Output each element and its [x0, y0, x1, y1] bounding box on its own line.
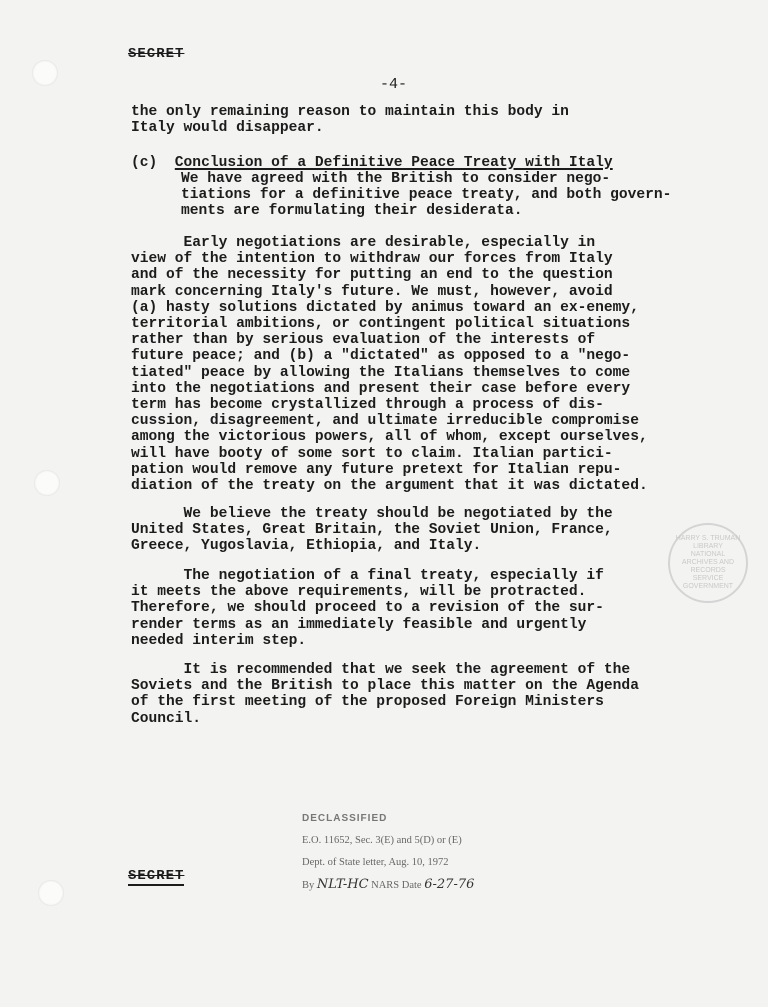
declassified-title: DECLASSIFIED [302, 813, 388, 824]
classification-bottom: SECRET [128, 868, 185, 884]
reviewer-signature: NLT-HC [316, 877, 369, 892]
declassification-date: 6-27-76 [424, 877, 475, 892]
archives-seal-stamp: HARRY S. TRUMAN LIBRARY NATIONAL ARCHIVES AND RECORDS SERVICE GOVERNMENT [668, 523, 748, 603]
punch-hole [32, 60, 58, 86]
punch-hole [34, 470, 60, 496]
declassification-stamp [302, 808, 474, 897]
punch-hole [38, 880, 64, 906]
page-number: -4- [380, 76, 408, 93]
declassified-letter: Dept. of State letter, Aug. 10, 1972 [302, 857, 449, 868]
declassified-authority: E.O. 11652, Sec. 3(E) and 5(D) or (E) [302, 835, 462, 846]
declassified-signature-line: By NLT-HC NARS Date 6-27-76 [302, 877, 475, 892]
paragraph-negotiating-parties: We believe the treaty should be negotiated by the United States, Great Britain, the Soviet Union, France, Greece, Yugoslavia, Ethiopia, and Italy. [131, 506, 613, 555]
continuation-text: the only remaining reason to maintain this body in Italy would disappear. [131, 104, 569, 137]
paragraph-recommendation: It is recommended that we seek the agreement of the Soviets and the British to place this matter on the Agenda of the first meeting of the proposed Foreign Ministers Council. [131, 662, 639, 727]
paragraph-early-negotiations: Early negotiations are desirable, especially in view of the intention to withdraw our forces from Italy and of the necessity for putting an end to the question mark concerning Italy's future. We must, however, avoid (a) hasty solutions dictated by animus toward an ex-enemy, territorial ambitions, or contingent political situations rather than by serious evaluation of the interests of future peace; and (b) a "dictated" as opposed to a "nego- tiated" peace by allowing the Italians themselves to come into the negotiations and present their case before every term has become crystallized through a process of dis- cussion, disagreement, and ultimate irreducible compromise among the victorious powers, all of whom, except ourselves, will have booty of some sort to claim. Italian partici- pation would remove any future pretext for Italian repu- diation of the treaty on the argument that it was dictated. [131, 235, 648, 495]
section-title: Conclusion of a Definitive Peace Treaty with Italy [174, 155, 613, 171]
section-heading [131, 155, 691, 171]
section-intro: We have agreed with the British to consider nego- tiations for a definitive peace treaty, and both govern- ments are formulating their desiderata. [181, 171, 672, 220]
paragraph-final-treaty: The negotiation of a final treaty, especially if it meets the above requirements, will be protracted. Therefore, we should proceed to a revision of the sur- render terms as an immediately feasible and urgently needed interim step. [131, 568, 604, 649]
classification-top: SECRET [128, 46, 185, 62]
section-label: (c) [131, 155, 158, 171]
